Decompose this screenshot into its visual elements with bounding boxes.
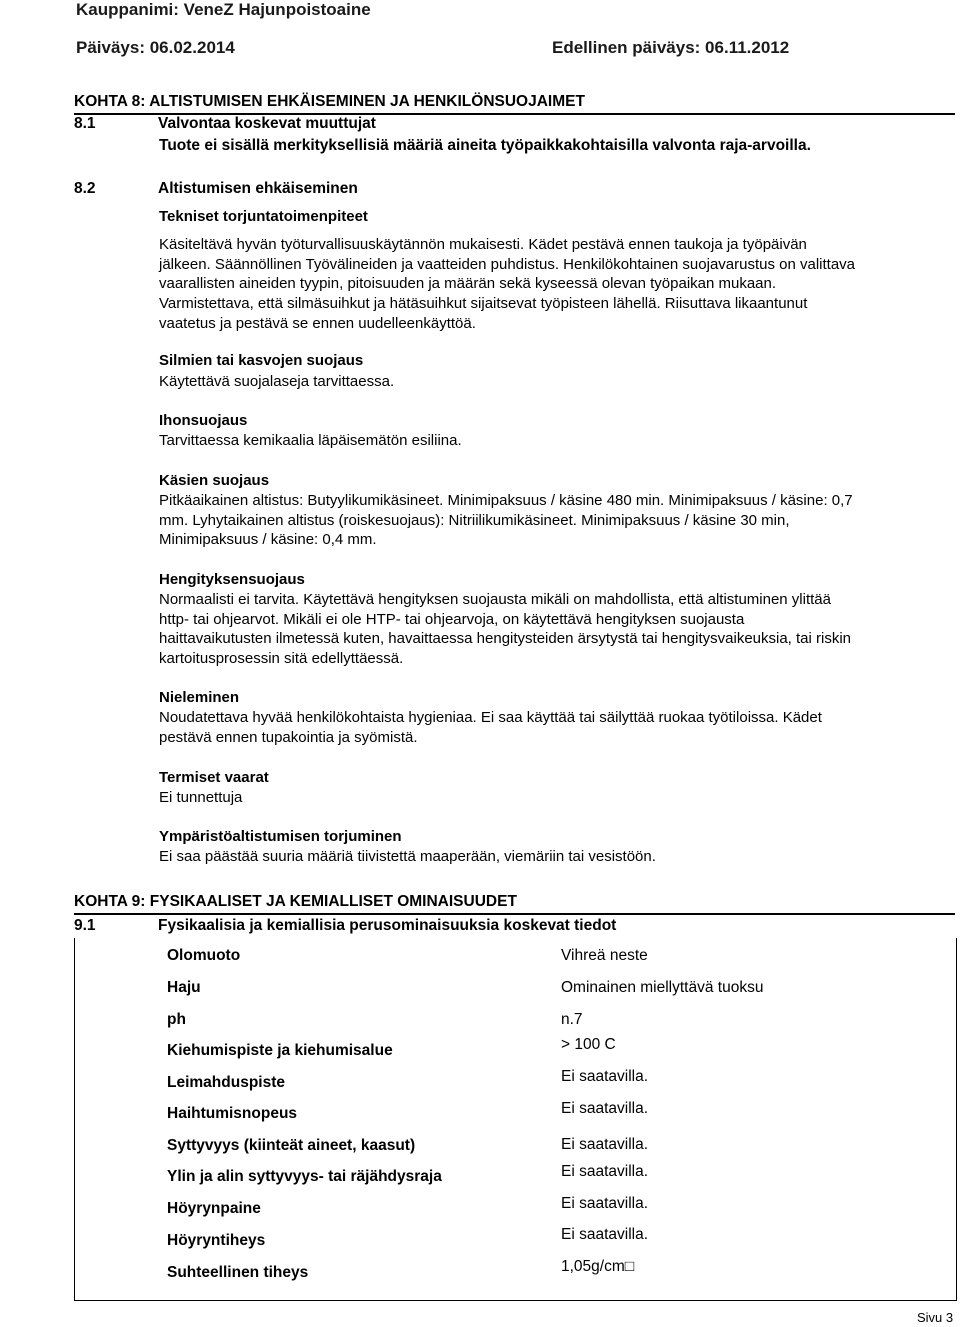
property-value: Ominainen miellyttävä tuoksu	[561, 979, 764, 996]
section-8-title: KOHTA 8: ALTISTUMISEN EHKÄISEMINEN JA HENKILÖNSUOJAIMET	[74, 91, 955, 115]
property-value: n.7	[561, 1011, 583, 1028]
subsection-title: Altistumisen ehkäiseminen	[158, 180, 358, 197]
text-line: Pitkäaikainen altistus: Butyylikumikäsineet. Minimipaksuus / käsine 480 min. Minimipaksuus / käsine: 0,7	[159, 492, 853, 509]
subsection-8-1	[74, 113, 955, 135]
property-label: Haju	[167, 979, 201, 996]
property-label: Haihtumisnopeus	[167, 1105, 298, 1122]
environmental-exposure-text	[159, 847, 959, 867]
technical-measures-text	[159, 235, 959, 334]
text-line: mm. Lyhytaikainen altistus (roiskesuojaus): Nitriilikumikäsineet. Minimipaksuus / käsine 30 min,	[159, 511, 790, 529]
hand-protection-heading: Käsien suojaus	[159, 472, 270, 489]
subsection-9-1	[74, 915, 955, 937]
property-value: 1,05g/cm□	[561, 1258, 635, 1275]
trade-name: Kauppanimi: VeneZ Hajunpoistoaine	[76, 0, 371, 19]
hand-protection-text	[159, 491, 959, 550]
skin-protection-heading: Ihonsuojaus	[159, 412, 248, 429]
section-9-title: KOHTA 9: FYSIKAALISET JA KEMIALLISET OMINAISUUDET	[74, 891, 955, 915]
property-label: Syttyvyys (kiinteät aineet, kaasut)	[167, 1137, 416, 1154]
property-value: Ei saatavilla.	[561, 1226, 649, 1243]
subsection-number: 8.2	[74, 180, 96, 197]
property-value: Ei saatavilla.	[561, 1068, 649, 1085]
text-line: Ei tunnettuja	[159, 789, 243, 806]
text-line: kartoitusprosessin sitä edellyttäessä.	[159, 650, 404, 668]
subsection-title: Fysikaalisia ja kemiallisia perusominaisuuksia koskevat tiedot	[158, 917, 617, 934]
property-label: Höyrynpaine	[167, 1200, 261, 1217]
property-label: Leimahduspiste	[167, 1074, 285, 1091]
property-value: > 100 C	[561, 1036, 616, 1053]
property-value: Ei saatavilla.	[561, 1100, 649, 1117]
text-line: pestävä ennen tupakointia ja syömistä.	[159, 728, 418, 746]
eye-protection-heading: Silmien tai kasvojen suojaus	[159, 352, 364, 369]
subsection-number: 8.1	[74, 115, 96, 132]
date: Päiväys: 06.02.2014	[76, 38, 235, 57]
property-label: Höyryntiheys	[167, 1232, 266, 1249]
property-value: Ei saatavilla.	[561, 1195, 649, 1212]
technical-measures-heading: Tekniset torjuntatoimenpiteet	[159, 208, 368, 225]
property-label: Suhteellinen tiheys	[167, 1264, 309, 1281]
environmental-exposure-heading: Ympäristöaltistumisen torjuminen	[159, 828, 402, 845]
text-line: Käsiteltävä hyvän työturvallisuuskäytännön mukaisesti. Kädet pestävä ennen taukoja ja työpäivän	[159, 236, 807, 253]
text-line: Noudatettava hyvää henkilökohtaista hygieniaa. Ei saa käyttää tai säilyttää ruokaa työtiloissa. Kädet	[159, 709, 822, 726]
eye-protection-text	[159, 372, 959, 392]
text-line: Käytettävä suojalaseja tarvittaessa.	[159, 373, 395, 390]
respiratory-protection-text	[159, 590, 959, 669]
previous-date: Edellinen päiväys: 06.11.2012	[552, 38, 790, 57]
property-label: Olomuoto	[167, 947, 241, 964]
subsection-number: 9.1	[74, 917, 96, 934]
text-line: http- tai ohjearvot. Mikäli ei ole HTP- tai ohjearvoja, on käytettävä hengityksen suojausta	[159, 610, 745, 628]
page-number: Sivu 3	[917, 1310, 954, 1325]
skin-protection-text	[159, 431, 959, 451]
text-line: Minimipaksuus / käsine: 0,4 mm.	[159, 531, 377, 549]
text-line: Ei saa päästää suuria määriä tiivistettä maaperään, viemäriin tai vesistöön.	[159, 848, 656, 865]
property-value: Ei saatavilla.	[561, 1163, 649, 1180]
thermal-hazards-heading: Termiset vaarat	[159, 769, 269, 786]
text-line: jälkeen. Säännöllinen Työvälineiden ja vaatteiden puhdistus. Henkilökohtainen suojavarustus on valittava	[159, 255, 856, 273]
property-label: Ylin ja alin syttyvyys- tai räjähdysraja	[167, 1168, 442, 1185]
property-value: Ei saatavilla.	[561, 1136, 649, 1153]
text-line: vaarallisten aineiden tyypin, pitoisuuden ja määrän sekä kyseessä olevan työpaikan mukaan.	[159, 275, 777, 293]
text-line: vaatetus ja pestävä se ennen uudelleenkäyttöä.	[159, 314, 476, 332]
text-line: Varmistettava, että silmäsuihkut ja hätäsuihkut sijaitsevat työpisteen lähellä. Riisuttava likaantunut	[159, 295, 808, 313]
property-label: Kiehumispiste ja kiehumisalue	[167, 1042, 393, 1059]
subsection-8-1-text: Tuote ei sisällä merkityksellisiä määriä aineita työpaikkakohtaisilla valvonta raja-arvoilla.	[159, 137, 811, 154]
ingestion-text	[159, 708, 959, 747]
subsection-title: Valvontaa koskevat muuttujat	[158, 115, 376, 132]
thermal-hazards-text	[159, 788, 959, 808]
property-value: Vihreä neste	[561, 947, 648, 964]
subsection-8-2	[74, 178, 955, 200]
text-line: haittavaikutusten ilmetessä kuten, havaittaessa hengitysteiden ärsytystä tai hengitysvaikeuksia, tai riskin	[159, 630, 852, 648]
ingestion-heading: Nieleminen	[159, 689, 240, 706]
respiratory-protection-heading: Hengityksensuojaus	[159, 571, 305, 588]
property-label: ph	[167, 1011, 186, 1028]
text-line: Normaalisti ei tarvita. Käytettävä hengityksen suojausta mikäli on mahdollista, että altistuminen ylittää	[159, 591, 831, 608]
text-line: Tarvittaessa kemikaalia läpäisemätön esiliina.	[159, 432, 462, 449]
